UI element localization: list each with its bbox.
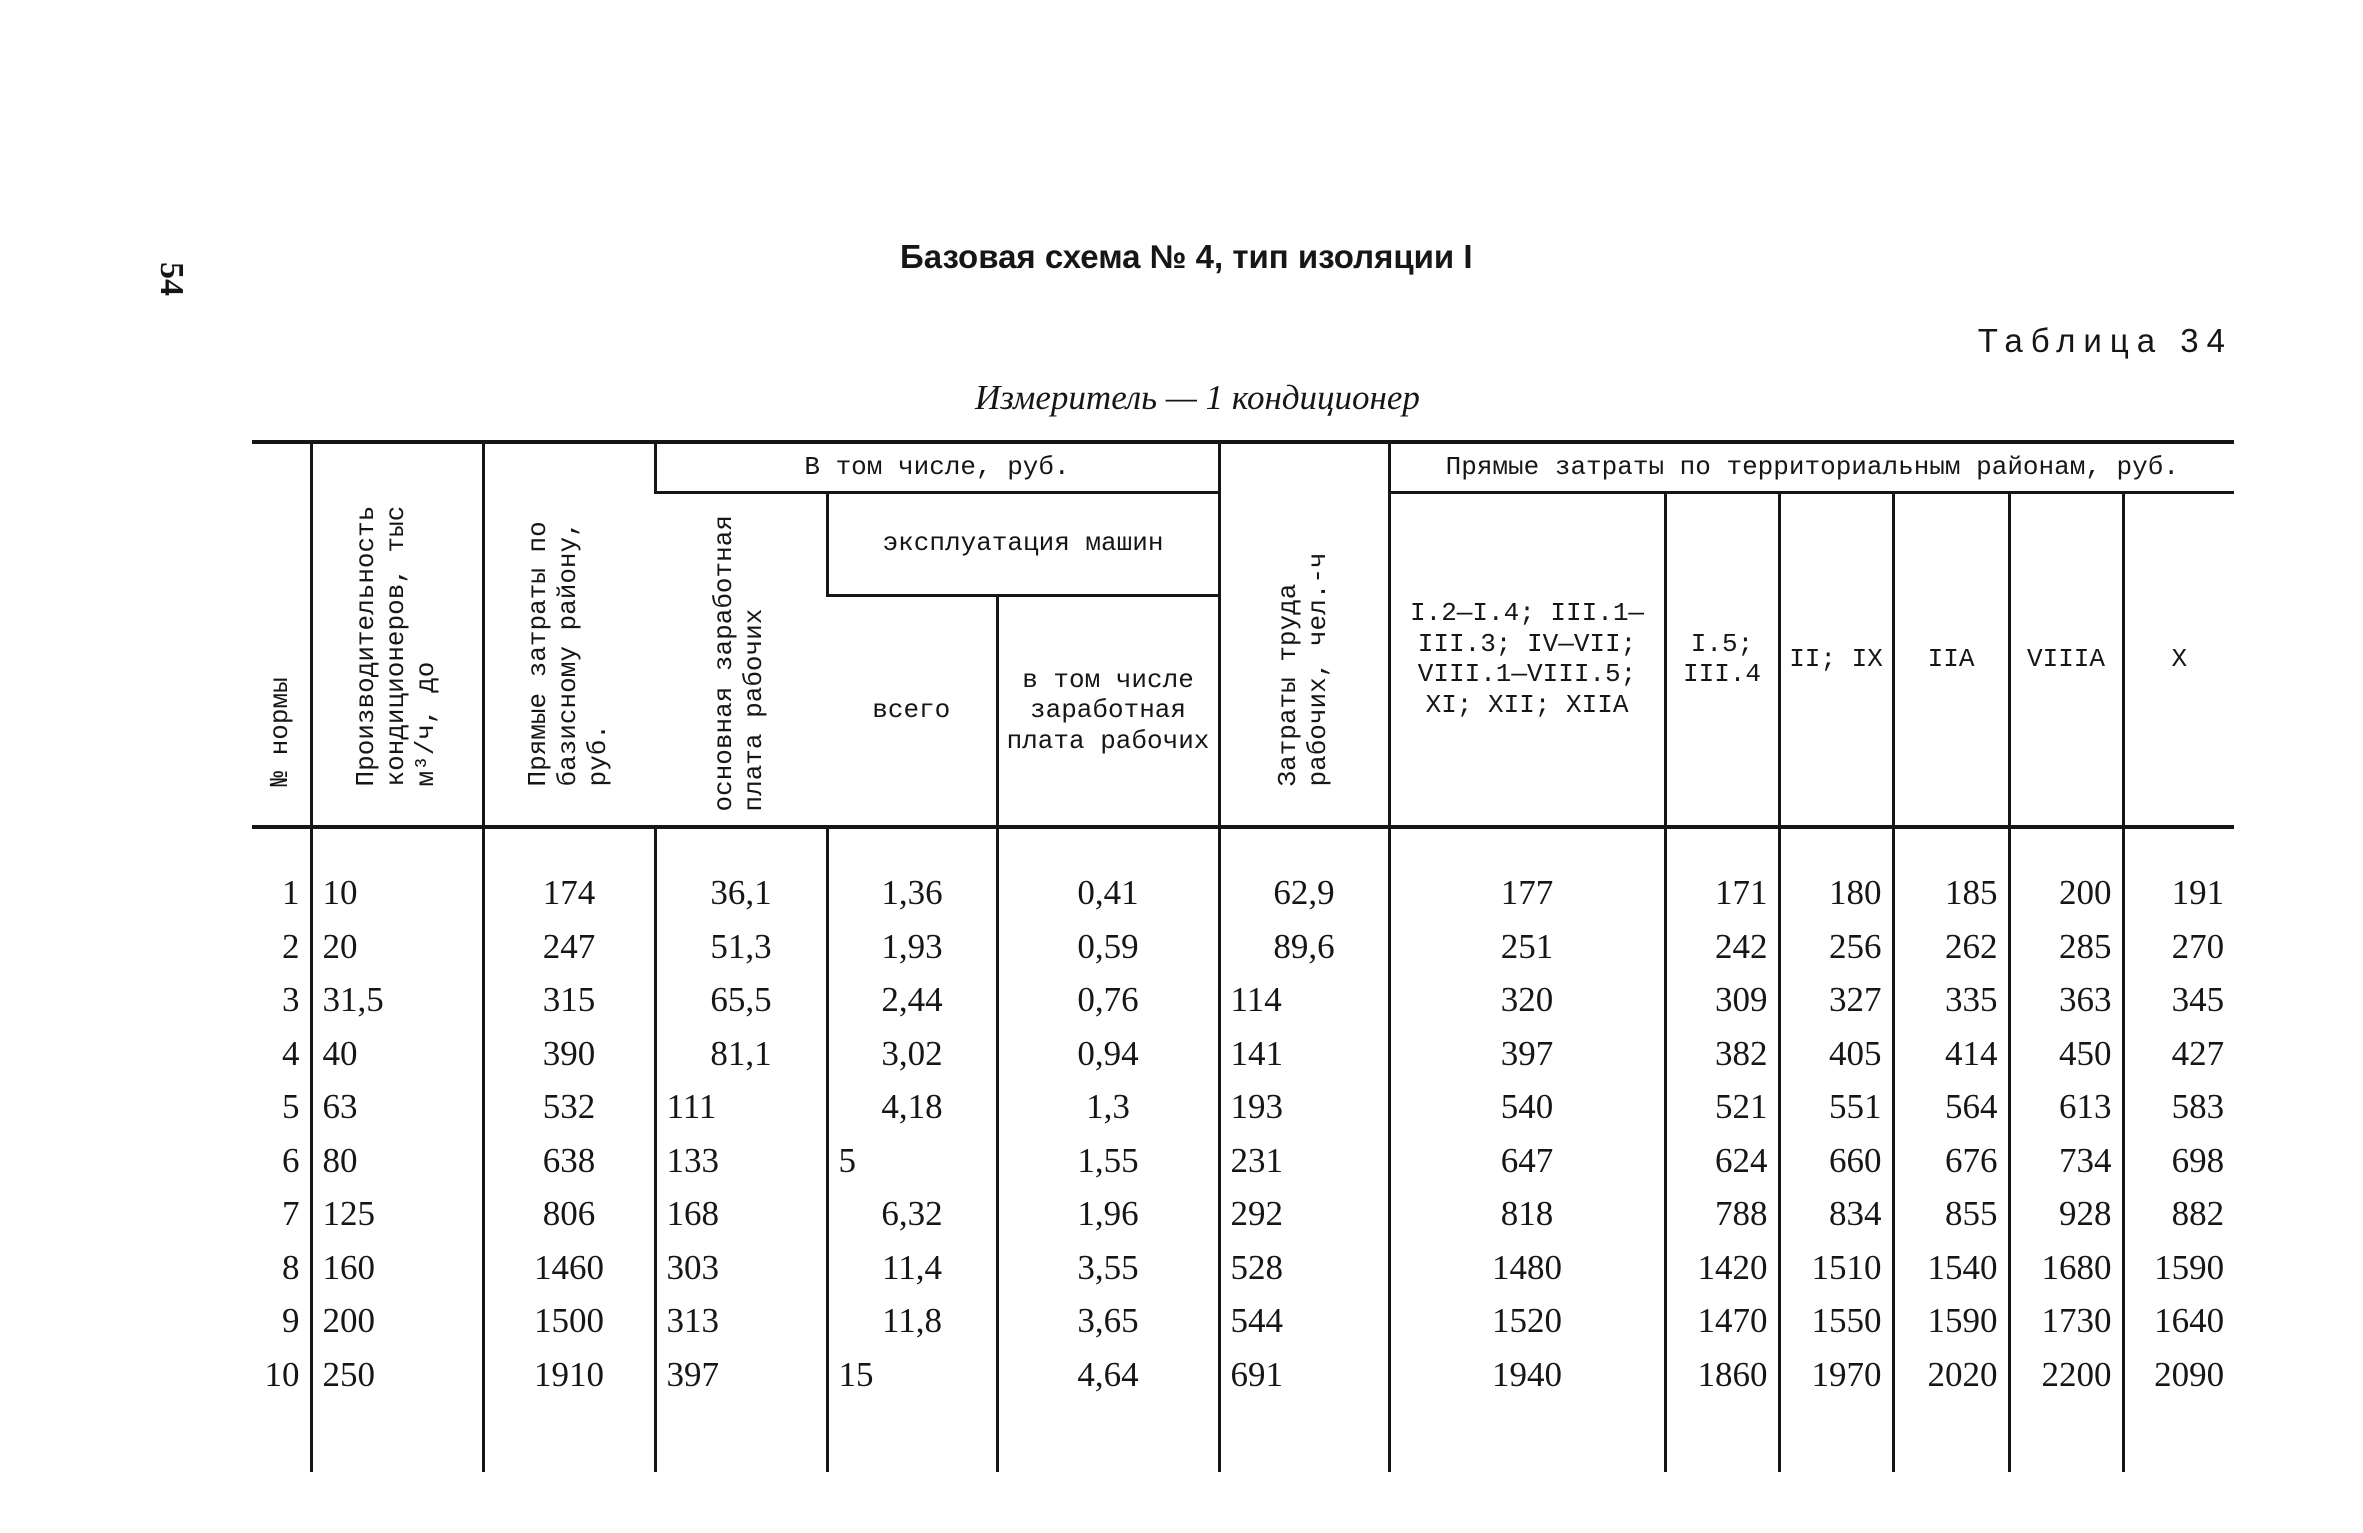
cell-norm-no: 8 — [282, 1247, 300, 1287]
cell-region-3: 180 — [1779, 827, 1893, 921]
header-including-wage: в том числе заработная плата рабочих — [997, 595, 1219, 826]
cell-machine-wage: 1,55 — [997, 1134, 1219, 1188]
cell-labor: 292 — [1219, 1188, 1389, 1242]
norms-table — [252, 440, 2234, 1472]
cell-region-2: 1860 — [1665, 1348, 1779, 1472]
cell-performance: 80 — [311, 1134, 483, 1188]
cell-base-wage: 81,1 — [655, 1027, 827, 1081]
cell-region-1: 1520 — [1389, 1295, 1665, 1349]
cell-region-6: 2090 — [2123, 1348, 2234, 1472]
header-row-1 — [252, 442, 2234, 492]
cell-direct-costs: 174 — [483, 827, 655, 921]
cell-direct-costs: 638 — [483, 1134, 655, 1188]
cell-region-6: 427 — [2123, 1027, 2234, 1081]
cell-base-wage: 65,5 — [655, 974, 827, 1028]
cell-region-4: 855 — [1893, 1188, 2009, 1242]
cell-performance: 125 — [311, 1188, 483, 1242]
cell-region-4: 262 — [1893, 920, 2009, 974]
cell-region-2: 1420 — [1665, 1241, 1779, 1295]
table-row — [252, 1241, 2234, 1295]
cell-norm-no: 10 — [264, 1354, 300, 1394]
cell-region-1: 320 — [1389, 974, 1665, 1028]
cell-region-5: 450 — [2009, 1027, 2123, 1081]
cell-base-wage: 133 — [655, 1134, 827, 1188]
cell-machine-total: 3,02 — [827, 1027, 997, 1081]
cell-norm-no: 4 — [282, 1033, 300, 1073]
cell-region-3: 327 — [1779, 974, 1893, 1028]
cell-region-2: 171 — [1665, 827, 1779, 921]
cell-machine-total: 2,44 — [827, 974, 997, 1028]
header-region-4: IIA — [1893, 492, 2009, 827]
cell-performance: 250 — [311, 1348, 483, 1472]
cell-region-4: 564 — [1893, 1081, 2009, 1135]
header-labor-text: Затраты труда рабочих, чел.-ч — [1273, 552, 1334, 787]
cell-labor: 231 — [1219, 1134, 1389, 1188]
cell-performance: 40 — [311, 1027, 483, 1081]
table-row — [252, 1027, 2234, 1081]
cell-base-wage: 397 — [655, 1348, 827, 1472]
cell-region-2: 1470 — [1665, 1295, 1779, 1349]
cell-region-4: 414 — [1893, 1027, 2009, 1081]
cell-region-2: 624 — [1665, 1134, 1779, 1188]
cell-region-5: 613 — [2009, 1081, 2123, 1135]
cell-region-2: 382 — [1665, 1027, 1779, 1081]
cell-region-1: 251 — [1389, 920, 1665, 974]
cell-region-3: 1970 — [1779, 1348, 1893, 1472]
table-row — [252, 1295, 2234, 1349]
cell-machine-wage: 0,59 — [997, 920, 1219, 974]
cell-base-wage: 168 — [655, 1188, 827, 1242]
cell-performance: 10 — [311, 827, 483, 921]
cell-base-wage: 51,3 — [655, 920, 827, 974]
cell-region-6: 698 — [2123, 1134, 2234, 1188]
cell-machine-wage: 3,55 — [997, 1241, 1219, 1295]
cell-region-1: 647 — [1389, 1134, 1665, 1188]
cell-region-3: 551 — [1779, 1081, 1893, 1135]
header-territorial: Прямые затраты по территориальным районам, руб. — [1389, 442, 2234, 492]
header-norm-no-text: № нормы — [264, 677, 295, 787]
cell-machine-wage: 1,96 — [997, 1188, 1219, 1242]
cell-labor: 141 — [1219, 1027, 1389, 1081]
cell-norm-no: 3 — [282, 980, 300, 1020]
cell-machine-wage: 0,41 — [997, 827, 1219, 921]
cell-base-wage: 313 — [655, 1295, 827, 1349]
table-row — [252, 920, 2234, 974]
cell-region-6: 191 — [2123, 827, 2234, 921]
cell-machine-wage: 4,64 — [997, 1348, 1219, 1472]
cell-region-4: 2020 — [1893, 1348, 2009, 1472]
cell-machine-wage: 3,65 — [997, 1295, 1219, 1349]
page-number: 54 — [153, 262, 190, 296]
cell-region-3: 1550 — [1779, 1295, 1893, 1349]
cell-machine-total: 1,36 — [827, 827, 997, 921]
cell-base-wage: 111 — [655, 1081, 827, 1135]
header-base-wage-text: основная заработная плата рабочих — [709, 515, 770, 812]
cell-region-3: 256 — [1779, 920, 1893, 974]
cell-machine-total: 6,32 — [827, 1188, 997, 1242]
cell-machine-total: 11,8 — [827, 1295, 997, 1349]
cell-region-6: 1590 — [2123, 1241, 2234, 1295]
header-base-wage — [655, 492, 827, 827]
header-direct-costs-text: Прямые затраты по базисному району, руб. — [523, 521, 613, 787]
cell-region-6: 1640 — [2123, 1295, 2234, 1349]
cell-region-2: 788 — [1665, 1188, 1779, 1242]
table-row — [252, 1081, 2234, 1135]
table-row — [252, 1134, 2234, 1188]
header-norm-no — [252, 442, 311, 827]
cell-region-1: 818 — [1389, 1188, 1665, 1242]
cell-region-1: 177 — [1389, 827, 1665, 921]
cell-norm-no: 7 — [282, 1194, 300, 1234]
cell-base-wage: 303 — [655, 1241, 827, 1295]
cell-machine-total: 11,4 — [827, 1241, 997, 1295]
cell-region-5: 928 — [2009, 1188, 2123, 1242]
cell-region-5: 1730 — [2009, 1295, 2123, 1349]
cell-region-4: 1590 — [1893, 1295, 2009, 1349]
header-total: всего — [827, 595, 997, 826]
cell-performance: 31,5 — [311, 974, 483, 1028]
header-performance — [311, 442, 483, 827]
cell-direct-costs: 1500 — [483, 1295, 655, 1349]
cell-region-2: 309 — [1665, 974, 1779, 1028]
header-region-3: II; IX — [1779, 492, 1893, 827]
header-including: В том числе, руб. — [655, 442, 1219, 492]
cell-labor: 528 — [1219, 1241, 1389, 1295]
cell-machine-wage: 1,3 — [997, 1081, 1219, 1135]
cell-region-1: 1940 — [1389, 1348, 1665, 1472]
cell-direct-costs: 315 — [483, 974, 655, 1028]
cell-norm-no: 1 — [282, 873, 300, 913]
cell-labor: 89,6 — [1219, 920, 1389, 974]
cell-direct-costs: 1910 — [483, 1348, 655, 1472]
measure-unit: Измеритель — 1 кондиционер — [975, 378, 1420, 417]
cell-region-4: 335 — [1893, 974, 2009, 1028]
cell-region-3: 834 — [1779, 1188, 1893, 1242]
cell-machine-total: 4,18 — [827, 1081, 997, 1135]
cell-labor: 114 — [1219, 974, 1389, 1028]
cell-performance: 63 — [311, 1081, 483, 1135]
table-row — [252, 1188, 2234, 1242]
header-machine-operation: эксплуатация машин — [827, 492, 1219, 595]
cell-region-4: 676 — [1893, 1134, 2009, 1188]
cell-region-3: 405 — [1779, 1027, 1893, 1081]
header-region-1: I.2—I.4; III.1—III.3; IV—VII; VIII.1—VIII.5; XI; XII; XIIA — [1389, 492, 1665, 827]
cell-region-5: 285 — [2009, 920, 2123, 974]
cell-region-6: 345 — [2123, 974, 2234, 1028]
cell-labor: 544 — [1219, 1295, 1389, 1349]
cell-region-5: 1680 — [2009, 1241, 2123, 1295]
header-region-2: I.5; III.4 — [1665, 492, 1779, 827]
cell-region-3: 660 — [1779, 1134, 1893, 1188]
cell-region-6: 882 — [2123, 1188, 2234, 1242]
cell-direct-costs: 1460 — [483, 1241, 655, 1295]
cell-direct-costs: 532 — [483, 1081, 655, 1135]
page-heading: Базовая схема № 4, тип изоляции I — [900, 238, 1473, 275]
cell-region-5: 200 — [2009, 827, 2123, 921]
cell-region-1: 1480 — [1389, 1241, 1665, 1295]
cell-performance: 200 — [311, 1295, 483, 1349]
cell-direct-costs: 247 — [483, 920, 655, 974]
cell-region-6: 583 — [2123, 1081, 2234, 1135]
cell-machine-total: 5 — [827, 1134, 997, 1188]
cell-labor: 193 — [1219, 1081, 1389, 1135]
cell-labor: 62,9 — [1219, 827, 1389, 921]
cell-direct-costs: 390 — [483, 1027, 655, 1081]
cell-performance: 20 — [311, 920, 483, 974]
header-performance-text: Производительность кондиционеров, тыс м³/ч, до — [351, 505, 441, 787]
cell-norm-no: 9 — [282, 1301, 300, 1341]
cell-region-1: 397 — [1389, 1027, 1665, 1081]
header-direct-costs — [483, 442, 655, 827]
cell-region-2: 521 — [1665, 1081, 1779, 1135]
cell-region-4: 185 — [1893, 827, 2009, 921]
header-region-6: X — [2123, 492, 2234, 827]
cell-base-wage: 36,1 — [655, 827, 827, 921]
cell-machine-wage: 0,76 — [997, 974, 1219, 1028]
cell-region-5: 734 — [2009, 1134, 2123, 1188]
cell-region-6: 270 — [2123, 920, 2234, 974]
cell-machine-total: 1,93 — [827, 920, 997, 974]
cell-region-5: 363 — [2009, 974, 2123, 1028]
cell-norm-no: 6 — [282, 1140, 300, 1180]
cell-labor: 691 — [1219, 1348, 1389, 1472]
cell-machine-wage: 0,94 — [997, 1027, 1219, 1081]
table-row — [252, 827, 2234, 921]
cell-performance: 160 — [311, 1241, 483, 1295]
header-region-5: VIIIA — [2009, 492, 2123, 827]
cell-region-4: 1540 — [1893, 1241, 2009, 1295]
header-labor — [1219, 442, 1389, 827]
cell-region-2: 242 — [1665, 920, 1779, 974]
cell-region-1: 540 — [1389, 1081, 1665, 1135]
cell-norm-no: 2 — [282, 926, 300, 966]
cell-region-5: 2200 — [2009, 1348, 2123, 1472]
table-row — [252, 974, 2234, 1028]
cell-norm-no: 5 — [282, 1087, 300, 1127]
cell-region-3: 1510 — [1779, 1241, 1893, 1295]
table-label: Таблица 34 — [1977, 322, 2233, 359]
table-row — [252, 1348, 2234, 1472]
cell-direct-costs: 806 — [483, 1188, 655, 1242]
cell-machine-total: 15 — [827, 1348, 997, 1472]
